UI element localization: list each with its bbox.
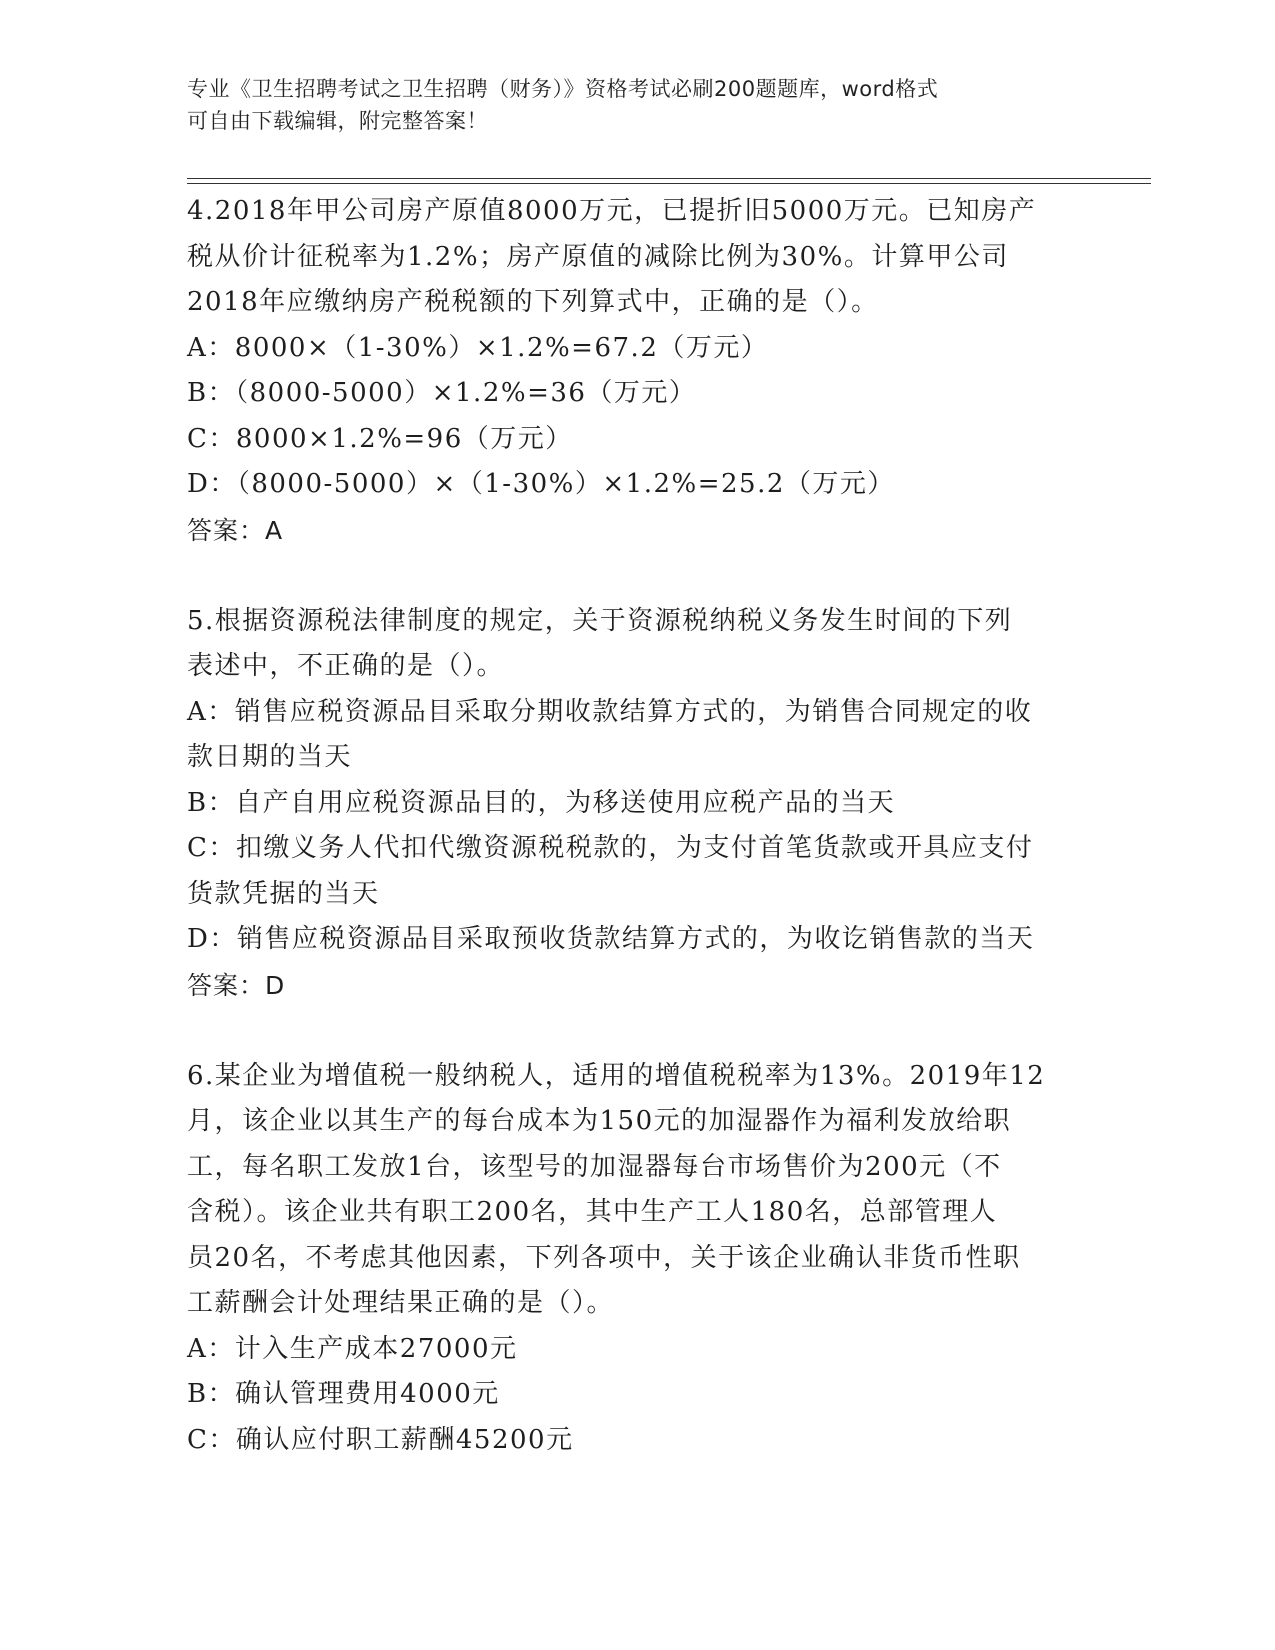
question-stem-line: 工，每名职工发放1台，该型号的加湿器每台市场售价为200元（不: [187, 1151, 1002, 1182]
option-c: C：确认应付职工薪酬45200元: [187, 1424, 574, 1455]
answer-label: 答案：A: [187, 515, 284, 545]
question-stem-line: 含税）。该企业共有职工200名，其中生产工人180名，总部管理人: [187, 1197, 998, 1227]
question-stem-line: 表述中，不正确的是（）。: [187, 651, 505, 681]
option-c: C：8000×1.2%=96（万元）: [187, 423, 573, 454]
option-d: D：销售应税资源品目采取预收货款结算方式的，为收讫销售款的当天: [187, 924, 1035, 954]
option-b: B：（8000-5000）×1.2%=36（万元）: [187, 378, 697, 408]
question-spacer: [187, 553, 1077, 599]
option-a-continued: 款日期的当天: [187, 742, 353, 772]
document-header: [187, 73, 1067, 137]
option-a: A：8000×（1-30%）×1.2%=67.2（万元）: [187, 332, 769, 363]
question-stem-line: 工薪酬会计处理结果正确的是（）。: [187, 1288, 615, 1318]
option-a: A：计入生产成本27000元: [187, 1333, 518, 1364]
question-stem-line: 4.2018年甲公司房产原值8000万元，已提折旧5000万元。已知房产: [187, 196, 1037, 226]
question-stem-line: 员20名，不考虑其他因素，下列各项中，关于该企业确认非货币性职: [187, 1242, 1021, 1273]
option-a: A：销售应税资源品目采取分期收款结算方式的，为销售合同规定的收: [187, 696, 1033, 727]
header-line: 专业《卫生招聘考试之卫生招聘（财务）》资格考试必刷200题题库，word格式: [187, 77, 939, 101]
question-4: [187, 189, 1077, 553]
option-b: B：自产自用应税资源品目的，为移送使用应税产品的当天: [187, 787, 896, 818]
question-6: [187, 1054, 1077, 1464]
option-b: B：确认管理费用4000元: [187, 1379, 500, 1409]
answer-label: 答案：D: [187, 970, 286, 1000]
question-stem-line: 税从价计征税率为1.2%；房产原值的减除比例为30%。计算甲公司: [187, 241, 1009, 272]
option-d: D：（8000-5000）×（1-30%）×1.2%=25.2（万元）: [187, 469, 895, 499]
header-line: 可自由下载编辑，附完整答案！: [187, 109, 488, 133]
option-c-continued: 货款凭据的当天: [187, 878, 380, 909]
question-stem-line: 5.根据资源税法律制度的规定，关于资源税纳税义务发生时间的下列: [187, 605, 1013, 636]
document-body: [187, 189, 1077, 1463]
question-stem-line: 6.某企业为增值税一般纳税人，适用的增值税税率为13%。2019年12: [187, 1060, 1046, 1091]
question-stem-line: 2018年应缴纳房产税税额的下列算式中，正确的是（）。: [187, 287, 879, 317]
option-c: C：扣缴义务人代扣代缴资源税税款的，为支付首笔货款或开具应支付: [187, 833, 1034, 863]
question-spacer: [187, 1008, 1077, 1054]
question-stem-line: 月，该企业以其生产的每台成本为150元的加湿器作为福利发放给职: [187, 1106, 1012, 1136]
header-divider-top: [187, 178, 1151, 179]
header-divider-bottom: [187, 183, 1151, 184]
question-5: [187, 599, 1077, 1009]
